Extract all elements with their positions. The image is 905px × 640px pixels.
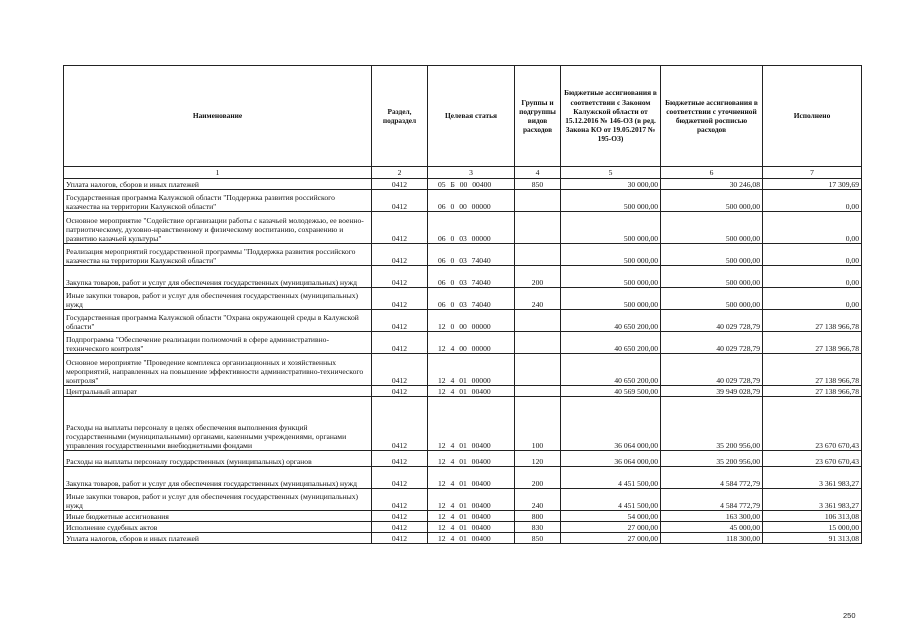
cell-budget-law: 36 064 000,00 [561, 397, 661, 451]
cell-group: 850 [515, 179, 561, 190]
cell-budget-law: 500 000,00 [561, 190, 661, 212]
header-executed: Исполнено [763, 66, 862, 167]
table-row [64, 467, 862, 489]
cell-article: 12 4 01 00400 [428, 533, 515, 544]
cell-budget-refined: 39 949 028,79 [661, 386, 763, 397]
column-number: 3 [428, 167, 515, 179]
cell-executed: 0,00 [763, 288, 862, 310]
cell-executed: 106 313,08 [763, 511, 862, 522]
cell-group [515, 212, 561, 244]
table-row [64, 489, 862, 511]
table-row [64, 511, 862, 522]
table-row [64, 288, 862, 310]
cell-section: 0412 [372, 266, 428, 288]
cell-budget-refined: 500 000,00 [661, 190, 763, 212]
cell-group [515, 244, 561, 266]
cell-group: 850 [515, 533, 561, 544]
cell-name: Расходы на выплаты персоналу в целях обеспечения выполнения функций государственными (муниципальными) органами, казенными учреждениями, органами управления государственными внебюджетными фондами [64, 397, 372, 451]
cell-name: Центральный аппарат [64, 386, 372, 397]
cell-section: 0412 [372, 489, 428, 511]
cell-executed: 27 138 966,78 [763, 310, 862, 332]
cell-budget-refined: 45 000,00 [661, 522, 763, 533]
table-row [64, 397, 862, 451]
cell-budget-refined: 500 000,00 [661, 266, 763, 288]
cell-article: 12 4 01 00400 [428, 397, 515, 451]
cell-budget-law: 27 000,00 [561, 533, 661, 544]
cell-name: Реализация мероприятий государственной программы "Поддержка развития российского казачества на территории Калужской области" [64, 244, 372, 266]
cell-budget-law: 36 064 000,00 [561, 451, 661, 467]
cell-article: 12 0 00 00000 [428, 310, 515, 332]
cell-group [515, 354, 561, 386]
cell-article: 06 0 03 74040 [428, 288, 515, 310]
table-row [64, 190, 862, 212]
cell-executed: 15 000,00 [763, 522, 862, 533]
cell-budget-refined: 4 584 772,79 [661, 489, 763, 511]
header-section: Раздел, подраздел [372, 66, 428, 167]
cell-group [515, 386, 561, 397]
cell-executed: 3 361 983,27 [763, 467, 862, 489]
cell-name: Уплата налогов, сборов и иных платежей [64, 179, 372, 190]
cell-executed: 0,00 [763, 212, 862, 244]
cell-name: Закупка товаров, работ и услуг для обеспечения государственных (муниципальных) нужд [64, 266, 372, 288]
table-row [64, 451, 862, 467]
cell-budget-law: 30 000,00 [561, 179, 661, 190]
cell-name: Уплата налогов, сборов и иных платежей [64, 533, 372, 544]
cell-executed: 0,00 [763, 244, 862, 266]
cell-section: 0412 [372, 332, 428, 354]
cell-group [515, 332, 561, 354]
cell-article: 12 4 01 00400 [428, 522, 515, 533]
cell-group [515, 310, 561, 332]
budget-table [63, 65, 862, 544]
table-row [64, 533, 862, 544]
cell-article: 12 4 01 00400 [428, 511, 515, 522]
cell-article: 05 Б 00 00400 [428, 179, 515, 190]
table-row [64, 386, 862, 397]
cell-budget-law: 500 000,00 [561, 212, 661, 244]
cell-article: 12 4 01 00400 [428, 489, 515, 511]
cell-budget-refined: 40 029 728,79 [661, 354, 763, 386]
cell-budget-refined: 500 000,00 [661, 244, 763, 266]
cell-budget-refined: 163 300,00 [661, 511, 763, 522]
column-number: 5 [561, 167, 661, 179]
column-number: 6 [661, 167, 763, 179]
cell-budget-refined: 500 000,00 [661, 212, 763, 244]
cell-section: 0412 [372, 511, 428, 522]
cell-name: Государственная программа Калужской области "Поддержка развития российского казачества на территории Калужской области" [64, 190, 372, 212]
cell-section: 0412 [372, 451, 428, 467]
cell-section: 0412 [372, 244, 428, 266]
cell-section: 0412 [372, 310, 428, 332]
cell-name: Закупка товаров, работ и услуг для обеспечения государственных (муниципальных) нужд [64, 467, 372, 489]
cell-budget-refined: 40 029 728,79 [661, 310, 763, 332]
cell-section: 0412 [372, 288, 428, 310]
cell-budget-law: 500 000,00 [561, 244, 661, 266]
cell-budget-law: 500 000,00 [561, 288, 661, 310]
cell-section: 0412 [372, 533, 428, 544]
cell-budget-law: 40 569 500,00 [561, 386, 661, 397]
table-row [64, 332, 862, 354]
column-number: 7 [763, 167, 862, 179]
table-body [64, 179, 862, 544]
cell-group: 830 [515, 522, 561, 533]
cell-name: Исполнение судебных актов [64, 522, 372, 533]
cell-name: Государственная программа Калужской области "Охрана окружающей среды в Калужской области" [64, 310, 372, 332]
cell-section: 0412 [372, 179, 428, 190]
cell-budget-law: 40 650 200,00 [561, 332, 661, 354]
cell-budget-refined: 40 029 728,79 [661, 332, 763, 354]
cell-group [515, 190, 561, 212]
cell-budget-law: 40 650 200,00 [561, 354, 661, 386]
cell-section: 0412 [372, 386, 428, 397]
cell-executed: 27 138 966,78 [763, 386, 862, 397]
cell-section: 0412 [372, 467, 428, 489]
cell-budget-law: 27 000,00 [561, 522, 661, 533]
cell-budget-law: 4 451 500,00 [561, 467, 661, 489]
cell-budget-refined: 500 000,00 [661, 288, 763, 310]
cell-group: 120 [515, 451, 561, 467]
cell-section: 0412 [372, 397, 428, 451]
cell-article: 12 4 01 00400 [428, 451, 515, 467]
cell-executed: 0,00 [763, 190, 862, 212]
cell-group: 100 [515, 397, 561, 451]
cell-group: 200 [515, 467, 561, 489]
cell-article: 12 4 01 00400 [428, 386, 515, 397]
table-row [64, 244, 862, 266]
cell-group: 200 [515, 266, 561, 288]
cell-article: 06 0 03 00000 [428, 212, 515, 244]
cell-budget-refined: 35 200 956,00 [661, 451, 763, 467]
cell-article: 06 0 00 00000 [428, 190, 515, 212]
cell-section: 0412 [372, 522, 428, 533]
cell-name: Основное мероприятие "Содействие организации работы с казачьей молодежью, ее военно-патриотическому, духовно-нравственному и физическому воспитанию, сохранению и развитию казачьей культуры" [64, 212, 372, 244]
table-row [64, 354, 862, 386]
cell-budget-law: 54 000,00 [561, 511, 661, 522]
table-row [64, 522, 862, 533]
cell-executed: 3 361 983,27 [763, 489, 862, 511]
cell-article: 12 4 00 00000 [428, 332, 515, 354]
cell-article: 06 0 03 74040 [428, 244, 515, 266]
header-article: Целевая статья [428, 66, 515, 167]
table-row [64, 179, 862, 190]
column-number: 2 [372, 167, 428, 179]
cell-article: 12 4 01 00400 [428, 467, 515, 489]
cell-executed: 17 309,69 [763, 179, 862, 190]
cell-article: 06 0 03 74040 [428, 266, 515, 288]
cell-name: Иные бюджетные ассигнования [64, 511, 372, 522]
cell-name: Основное мероприятие "Проведение комплекса организационных и хозяйственных мероприятий, направленных на повышение эффективности административно-технического контроля" [64, 354, 372, 386]
cell-executed: 0,00 [763, 266, 862, 288]
cell-section: 0412 [372, 190, 428, 212]
header-name: Наименование [64, 66, 372, 167]
cell-group: 240 [515, 288, 561, 310]
cell-executed: 23 670 670,43 [763, 451, 862, 467]
column-number: 4 [515, 167, 561, 179]
page-number: 250 [843, 611, 856, 620]
header-row [64, 66, 862, 167]
cell-executed: 27 138 966,78 [763, 332, 862, 354]
cell-group: 800 [515, 511, 561, 522]
cell-name: Иные закупки товаров, работ и услуг для обеспечения государственных (муниципальных) нужд [64, 489, 372, 511]
cell-section: 0412 [372, 354, 428, 386]
cell-budget-law: 4 451 500,00 [561, 489, 661, 511]
cell-name: Иные закупки товаров, работ и услуг для обеспечения государственных (муниципальных) нужд [64, 288, 372, 310]
cell-executed: 23 670 670,43 [763, 397, 862, 451]
cell-budget-refined: 35 200 956,00 [661, 397, 763, 451]
cell-executed: 27 138 966,78 [763, 354, 862, 386]
column-number: 1 [64, 167, 372, 179]
cell-section: 0412 [372, 212, 428, 244]
cell-budget-law: 40 650 200,00 [561, 310, 661, 332]
table-row [64, 266, 862, 288]
cell-name: Подпрограмма "Обеспечение реализации полномочий в сфере административно-технического контроля" [64, 332, 372, 354]
table-row [64, 310, 862, 332]
cell-article: 12 4 01 00000 [428, 354, 515, 386]
cell-group: 240 [515, 489, 561, 511]
cell-budget-refined: 4 584 772,79 [661, 467, 763, 489]
cell-budget-refined: 30 246,08 [661, 179, 763, 190]
header-groups: Группы и подгруппы видов расходов [515, 66, 561, 167]
table-row [64, 212, 862, 244]
header-budget-refined: Бюджетные ассигнования в соответствии с уточненной бюджетной росписью расходов [661, 66, 763, 167]
column-number-row [64, 167, 862, 179]
header-budget-law: Бюджетные ассигнования в соответствии с Законом Калужской области от 15.12.2016 № 146-ОЗ (в ред. Закона КО от 19.05.2017 № 195-ОЗ) [561, 66, 661, 167]
cell-name: Расходы на выплаты персоналу государственных (муниципальных) органов [64, 451, 372, 467]
cell-executed: 91 313,08 [763, 533, 862, 544]
budget-table-sheet [63, 65, 862, 544]
cell-budget-refined: 118 300,00 [661, 533, 763, 544]
cell-budget-law: 500 000,00 [561, 266, 661, 288]
